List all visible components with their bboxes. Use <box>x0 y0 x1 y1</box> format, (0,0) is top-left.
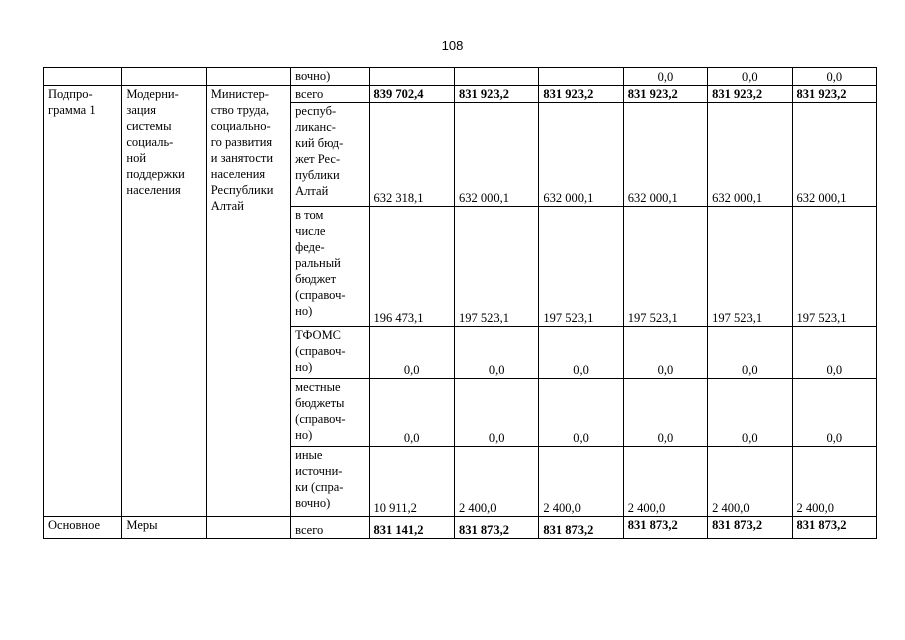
source-line: бюджеты <box>295 396 345 410</box>
value-cell: 0,0 <box>623 379 707 447</box>
value-cell: 831 923,2 <box>454 86 538 103</box>
source-line: вочно) <box>295 496 331 510</box>
value-cell: 0,0 <box>623 327 707 379</box>
source-line: ральный <box>295 256 341 270</box>
source-line: источни- <box>295 464 343 478</box>
source-line: но) <box>295 428 313 442</box>
value-cell: 0,0 <box>369 327 454 379</box>
subprogram-name-cell <box>122 86 206 517</box>
value-cell: 831 873,2 <box>623 517 707 539</box>
source-line: бюджет <box>295 272 337 286</box>
value-cell: 196 473,1 <box>369 207 454 327</box>
value-cell: 2 400,0 <box>623 447 707 517</box>
value-cell <box>539 68 623 86</box>
value-cell: 831 923,2 <box>708 86 792 103</box>
subprogram-label: Подпро- грамма 1 <box>48 87 96 117</box>
value-cell: 831 873,2 <box>539 517 623 539</box>
source-line: (справоч- <box>295 344 346 358</box>
value-cell: 197 523,1 <box>792 207 877 327</box>
value-cell: 0,0 <box>792 379 877 447</box>
value-cell: 2 400,0 <box>792 447 877 517</box>
value-cell: 2 400,0 <box>708 447 792 517</box>
value-cell: 2 400,0 <box>454 447 538 517</box>
value-cell: 831 923,2 <box>792 86 877 103</box>
value-cell: 0,0 <box>792 327 877 379</box>
source-line: местные <box>295 380 341 394</box>
value-cell: 0,0 <box>708 68 792 86</box>
value-cell: 0,0 <box>539 379 623 447</box>
value-cell: 0,0 <box>454 327 538 379</box>
value-cell: 0,0 <box>708 379 792 447</box>
table-row <box>44 68 877 86</box>
value-cell: 632 318,1 <box>369 103 454 207</box>
source-line: публики <box>295 168 340 182</box>
source-line: феде- <box>295 240 325 254</box>
budget-table <box>43 67 877 539</box>
source-line: числе <box>295 224 326 238</box>
main-event-name-cell: Меры <box>122 517 206 539</box>
source-line: Алтай <box>295 184 329 198</box>
value-cell <box>454 68 538 86</box>
value-cell: 0,0 <box>708 327 792 379</box>
value-cell: 197 523,1 <box>623 207 707 327</box>
value-cell: 632 000,1 <box>623 103 707 207</box>
main-event-label-cell: Основное <box>44 517 122 539</box>
funding-source-cell <box>291 447 369 517</box>
subprogram-name: Модерни- зация системы социаль- ной поддержки населения <box>126 87 185 197</box>
funding-source-cell: всего <box>291 86 369 103</box>
value-cell: 831 141,2 <box>369 517 454 539</box>
funding-source-cell <box>291 379 369 447</box>
value-cell: 197 523,1 <box>708 207 792 327</box>
value-cell: 831 873,2 <box>792 517 877 539</box>
value-cell: 632 000,1 <box>792 103 877 207</box>
source-line: (справоч- <box>295 412 346 426</box>
value-cell: 0,0 <box>539 327 623 379</box>
funding-source-cell: вочно) <box>291 68 369 86</box>
empty-cell <box>122 68 206 86</box>
funding-source-cell <box>291 103 369 207</box>
funding-source-cell: всего <box>291 517 369 539</box>
value-cell: 0,0 <box>454 379 538 447</box>
funding-source-cell <box>291 327 369 379</box>
source-line: (справоч- <box>295 288 346 302</box>
value-cell: 632 000,1 <box>454 103 538 207</box>
value-cell: 0,0 <box>369 379 454 447</box>
empty-cell <box>206 517 290 539</box>
subprogram-label-cell <box>44 86 122 517</box>
source-line: ТФОМС <box>295 328 342 342</box>
value-cell: 831 923,2 <box>623 86 707 103</box>
value-cell: 831 923,2 <box>539 86 623 103</box>
value-cell: 632 000,1 <box>539 103 623 207</box>
source-line: ки (спра- <box>295 480 344 494</box>
source-line: респуб- <box>295 104 337 118</box>
empty-cell <box>206 68 290 86</box>
source-line: ликанс- <box>295 120 336 134</box>
value-cell: 0,0 <box>792 68 877 86</box>
value-cell: 831 873,2 <box>708 517 792 539</box>
value-cell: 2 400,0 <box>539 447 623 517</box>
value-cell: 10 911,2 <box>369 447 454 517</box>
value-cell <box>369 68 454 86</box>
source-line: иные <box>295 448 323 462</box>
empty-cell <box>44 68 122 86</box>
source-line: жет Рес- <box>295 152 341 166</box>
table-row <box>44 517 877 539</box>
value-cell: 197 523,1 <box>454 207 538 327</box>
value-cell: 839 702,4 <box>369 86 454 103</box>
value-cell: 197 523,1 <box>539 207 623 327</box>
executor-name: Министер- ство труда, социально- го развития и занятости населения Республики Алтай <box>210 87 274 213</box>
table-row <box>44 86 877 103</box>
funding-source-cell <box>291 207 369 327</box>
source-line: но) <box>295 304 313 318</box>
executor-cell <box>206 86 290 517</box>
value-cell: 831 873,2 <box>454 517 538 539</box>
value-cell: 632 000,1 <box>708 103 792 207</box>
page-number: 108 <box>441 38 464 53</box>
source-line: но) <box>295 360 313 374</box>
source-line: кий бюд- <box>295 136 344 150</box>
value-cell: 0,0 <box>623 68 707 86</box>
source-line: в том <box>295 208 324 222</box>
